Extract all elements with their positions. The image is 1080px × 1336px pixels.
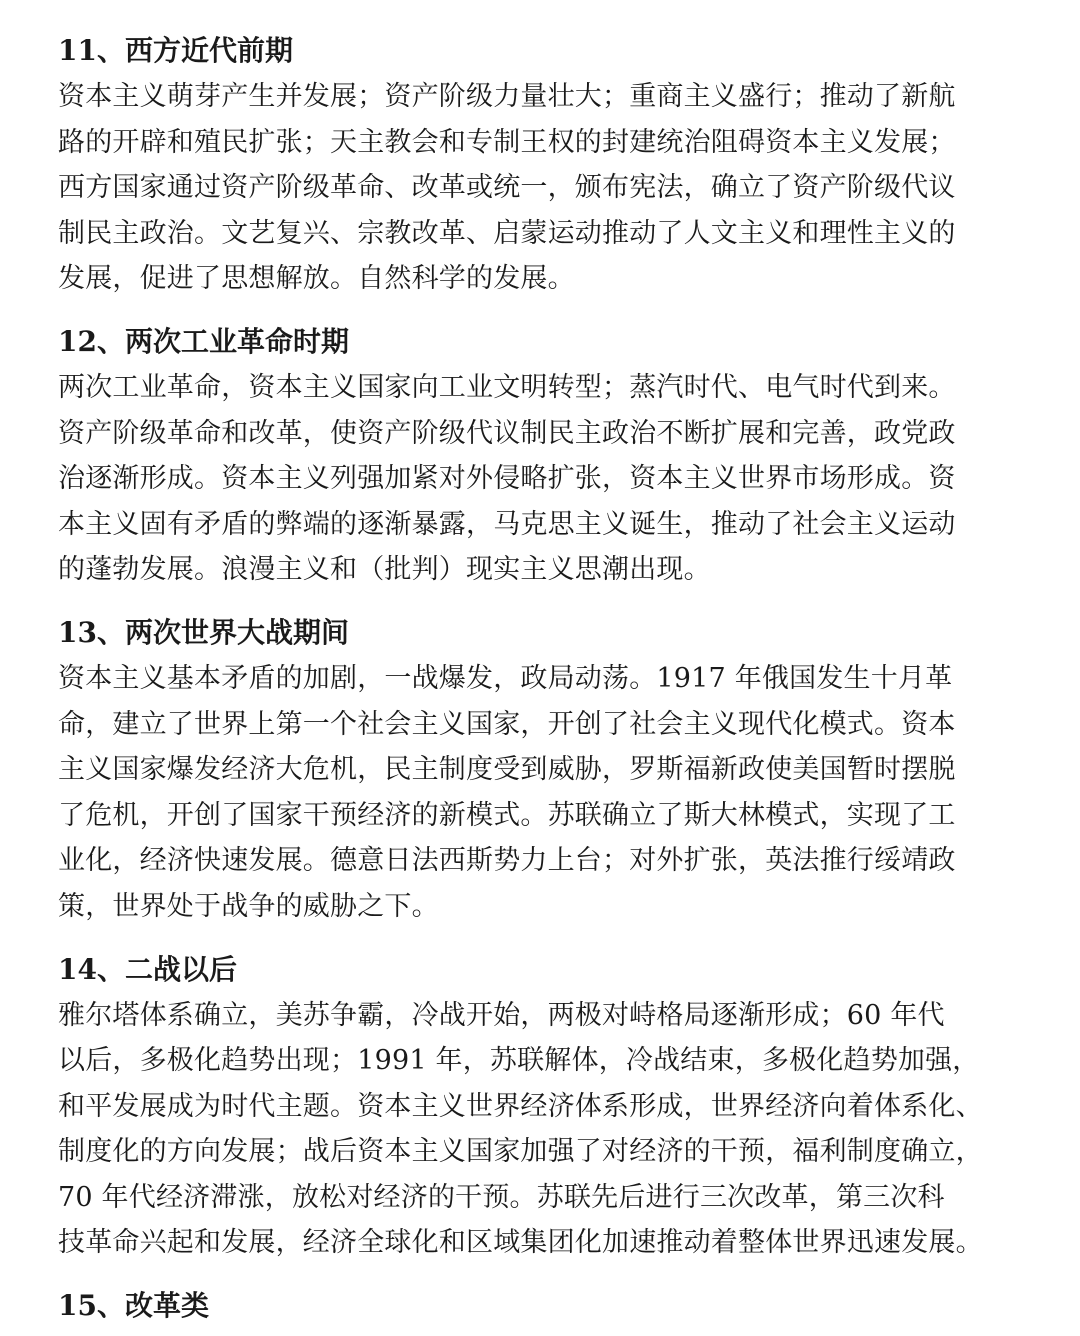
body-line: 发展，促进了思想解放。自然科学的发展。: [58, 263, 575, 295]
body-line: 技革命兴起和发展，经济全球化和区域集团化加速推动着整体世界迅速发展。: [58, 1227, 983, 1259]
section-title: 14、二战以后: [58, 952, 237, 986]
body-line: 治逐渐形成。资本主义列强加紧对外侵略扩张，资本主义世界市场形成。资: [58, 463, 956, 495]
body-line: 西方国家通过资产阶级革命、改革或统一，颁布宪法，确立了资产阶级代议: [58, 172, 956, 204]
body-line: 业化，经济快速发展。德意日法西斯势力上台；对外扩张，英法推行绥靖政: [58, 845, 956, 877]
body-line: 和平发展成为时代主题。资本主义世界经济体系形成，世界经济向着体系化、: [58, 1090, 983, 1122]
body-line: 路的开辟和殖民扩张；天主教会和专制王权的封建统治阻碍资本主义发展；: [58, 126, 956, 158]
body-line: 制民主政治。文艺复兴、宗教改革、启蒙运动推动了人文主义和理性主义的: [58, 217, 956, 249]
body-line: 资本主义基本矛盾的加剧，一战爆发，政局动荡。1917 年俄国发生十月革: [58, 662, 953, 694]
body-line: 以后，多极化趋势出现；1991 年，苏联解体，冷战结束，多极化趋势加强，: [58, 1045, 980, 1077]
section-13: [58, 610, 1050, 930]
section-body: [58, 74, 1050, 302]
section-15: [58, 1283, 1050, 1329]
body-line: 策，世界处于战争的威胁之下。: [58, 890, 439, 922]
body-line: 雅尔塔体系确立，美苏争霸，冷战开始，两极对峙格局逐渐形成；60 年代: [58, 999, 945, 1031]
body-line: 命，建立了世界上第一个社会主义国家，开创了社会主义现代化模式。资本: [58, 708, 956, 740]
body-line: 本主义固有矛盾的弊端的逐渐暴露，马克思主义诞生，推动了社会主义运动: [58, 508, 956, 540]
body-line: 制度化的方向发展；战后资本主义国家加强了对经济的干预，福利制度确立，: [58, 1136, 983, 1168]
body-line: 两次工业革命，资本主义国家向工业文明转型；蒸汽时代、电气时代到来。: [58, 371, 956, 403]
body-line: 70 年代经济滞涨，放松对经济的干预。苏联先后进行三次改革，第三次科: [58, 1181, 945, 1213]
section-body: [58, 993, 1050, 1267]
body-line: 了危机，开创了国家干预经济的新模式。苏联确立了斯大林模式，实现了工: [58, 799, 956, 831]
body-line: 资本主义萌芽产生并发展；资产阶级力量壮大；重商主义盛行；推动了新航: [58, 81, 956, 112]
section-body: [58, 365, 1050, 593]
section-14: [58, 947, 1050, 1267]
body-line: 主义国家爆发经济大危机，民主制度受到威胁，罗斯福新政使美国暂时摆脱: [58, 754, 956, 786]
section-11: [58, 28, 1050, 302]
section-body: [58, 656, 1050, 930]
section-title: 15、改革类: [58, 1289, 209, 1323]
section-title: 11、西方近代前期: [58, 34, 293, 67]
body-line: 资产阶级革命和改革，使资产阶级代议制民主政治不断扩展和完善，政党政: [58, 417, 956, 449]
section-title: 13、两次世界大战期间: [58, 615, 349, 649]
section-12: [58, 319, 1050, 593]
section-title: 12、两次工业革命时期: [58, 324, 349, 358]
body-line: 的蓬勃发展。浪漫主义和（批判）现实主义思潮出现。: [58, 554, 711, 586]
